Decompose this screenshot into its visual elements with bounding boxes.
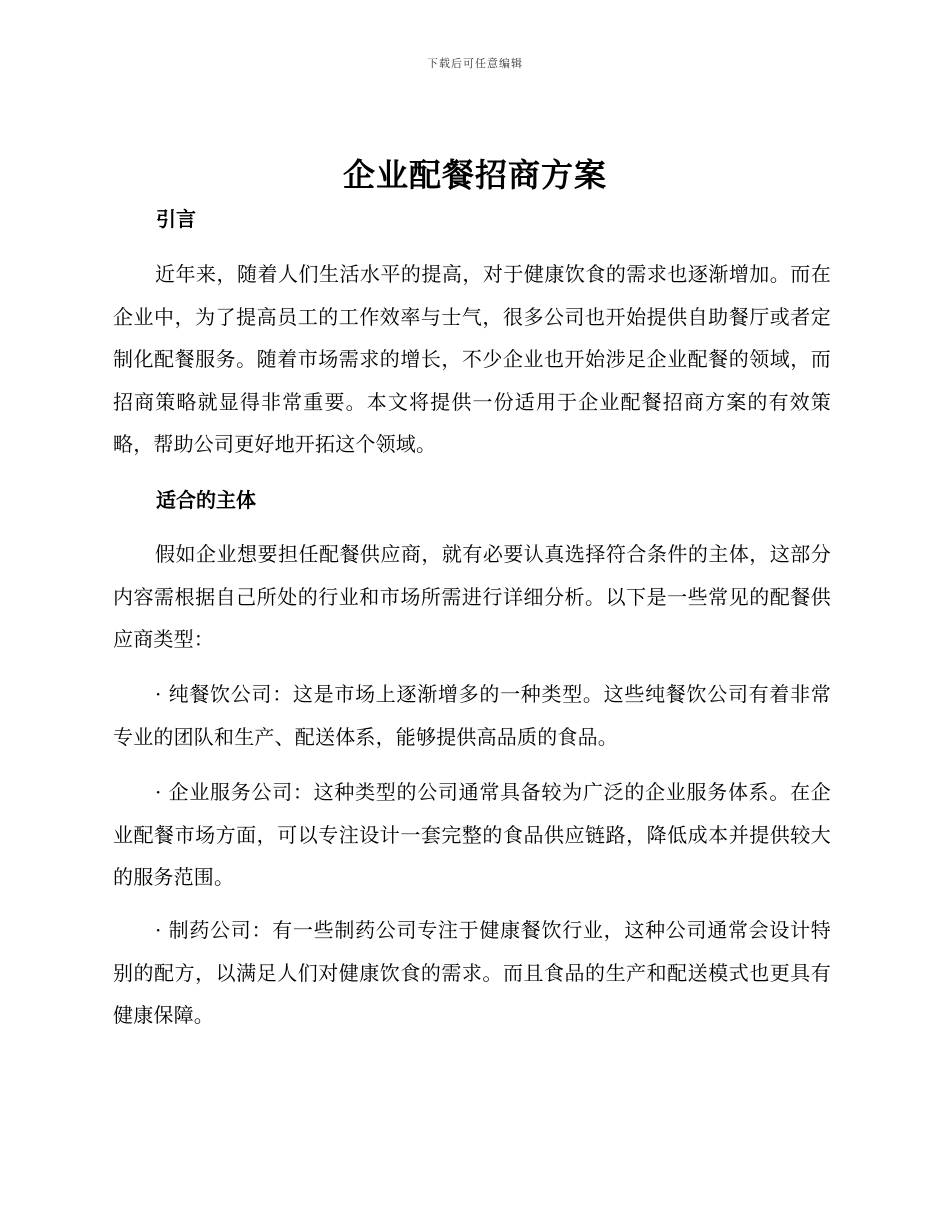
header-note: 下载后可任意编辑: [427, 57, 523, 70]
paragraph-subjects-intro: 假如企业想要担任配餐供应商，就有必要认真选择符合条件的主体，这部分内容需根据自己所处的行业和市场所需进行详细分析。以下是一些常见的配餐供应商类型：: [113, 542, 831, 651]
paragraph-intro: 近年来，随着人们生活水平的提高，对于健康饮食的需求也逐渐增加。而在企业中，为了提高员工的工作效率与士气，很多公司也开始提供自助餐厅或者定制化配餐服务。随着市场需求的增长，不少企业也开始涉足企业配餐的领域，而招商策略就显得非常重要。本文将提供一份适用于企业配餐招商方案的有效策略，帮助公司更好地开拓这个领域。: [113, 262, 831, 456]
section-heading-subjects: 适合的主体: [156, 488, 256, 512]
list-item-enterprise-service-company: · 企业服务公司：这种类型的公司通常具备较为广泛的企业服务体系。在企业配餐市场方面，可以专注设计一套完整的食品供应链路，降低成本并提供较大的服务范围。: [113, 780, 831, 889]
list-item-catering-company: · 纯餐饮公司：这是市场上逐渐增多的一种类型。这些纯餐饮公司有着非常专业的团队和生产、配送体系，能够提供高品质的食品。: [113, 682, 831, 749]
section-heading-intro: 引言: [156, 207, 196, 231]
document-title: 企业配餐招商方案: [342, 156, 607, 194]
list-item-pharmaceutical-company: · 制药公司：有一些制药公司专注于健康餐饮行业，这种公司通常会设计特别的配方，以满足人们对健康饮食的需求。而且食品的生产和配送模式也更具有健康保障。: [113, 918, 831, 1027]
